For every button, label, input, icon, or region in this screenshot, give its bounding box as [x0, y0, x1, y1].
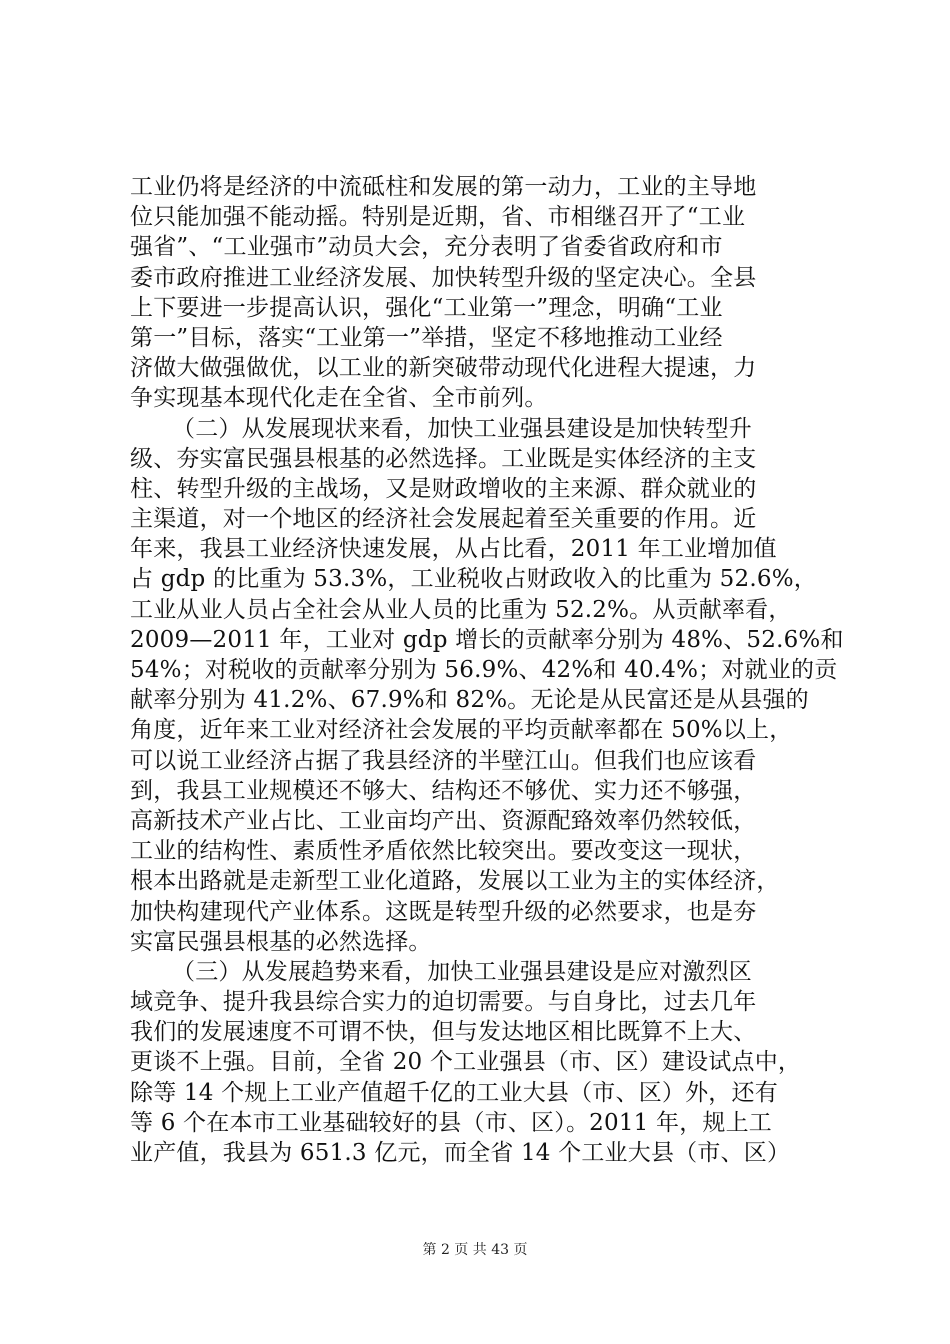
text-line: 工业仍将是经济的中流砥柱和发展的第一动力，工业的主导地: [130, 174, 757, 200]
text-line: 域竞争、提升我县综合实力的迫切需要。与自身比，过去几年: [130, 989, 757, 1016]
text-line: 位只能加强不能动摇。特别是近期，省、市相继召开了“工业: [130, 204, 746, 231]
text-line: 工业的结构性、素质性矛盾依然比较突出。要改变这一现状，: [130, 838, 757, 865]
page-footer: 第 2 页 共 43 页: [422, 1242, 528, 1258]
text-line: 级、夯实富民强县根基的必然选择。工业既是实体经济的主支: [130, 445, 757, 472]
text-line: 委市政府推进工业经济发展、加快转型升级的坚定决心。全县: [130, 264, 757, 291]
paragraph-start-line: （三）从发展趋势来看，加快工业强县建设是应对激烈区: [172, 958, 752, 985]
text-line: 高新技术产业占比、工业亩均产出、资源配臵效率仍然较低，: [130, 807, 757, 834]
paragraph-start-line: （二）从发展现状来看，加快工业强县建设是加快转型升: [172, 415, 752, 442]
text-line: 54%；对税收的贡献率分别为 56.9%、42%和 40.4%；对就业的贡: [130, 657, 838, 683]
text-line: 2009—2011 年，工业对 gdp 增长的贡献率分别为 48%、52.6%和: [130, 626, 844, 653]
text-line: 角度，近年来工业对经济社会发展的平均贡献率都在 50%以上，: [130, 717, 793, 744]
text-line: 柱、转型升级的主战场，又是财政增收的主来源、群众就业的: [130, 475, 757, 502]
text-line: 等 6 个在本市工业基础较好的县（市、区）。2011 年，规上工: [130, 1109, 772, 1136]
text-line: 我们的发展速度不可谓不快，但与发达地区相比既算不上大、: [130, 1019, 757, 1046]
text-line: 争实现基本现代化走在全省、全市前列。: [130, 385, 548, 412]
text-line: 强省”、“工业强市”动员大会，充分表明了省委省政府和市: [130, 234, 723, 261]
text-line: 主渠道，对一个地区的经济社会发展起着至关重要的作用。近: [130, 506, 757, 533]
text-line: 济做大做强做优，以工业的新突破带动现代化进程大提速，力: [130, 355, 757, 382]
text-line: 上下要进一步提高认识，强化“工业第一”理念，明确“工业: [130, 294, 723, 321]
text-line: 可以说工业经济占据了我县经济的半壁江山。但我们也应该看: [130, 747, 757, 774]
text-line: 工业从业人员占全社会从业人员的比重为 52.2%。从贡献率看，: [130, 596, 792, 623]
text-line: 加快构建现代产业体系。这既是转型升级的必然要求，也是夯: [130, 898, 757, 925]
text-line: 到，我县工业规模还不够大、结构还不够优、实力还不够强，: [130, 777, 757, 804]
text-line: 根本出路就是走新型工业化道路，发展以工业为主的实体经济，: [130, 868, 780, 895]
text-line: 除等 14 个规上工业产值超千亿的工业大县（市、区）外，还有: [130, 1079, 778, 1106]
text-line: 第一”目标，落实“工业第一”举措，坚定不移地推动工业经: [130, 324, 723, 351]
text-line: 占 gdp 的比重为 53.3%，工业税收占财政收入的比重为 52.6%，: [130, 566, 817, 593]
text-line: 年来，我县工业经济快速发展，从占比看，2011 年工业增加值: [130, 536, 777, 563]
text-line: 献率分别为 41.2%、67.9%和 82%。无论是从民富还是从县强的: [130, 687, 809, 714]
text-line: 业产值，我县为 651.3 亿元，而全省 14 个工业大县（市、区）: [130, 1140, 791, 1166]
body-text: [130, 172, 844, 1168]
text-line: 更谈不上强。目前，全省 20 个工业强县（市、区）建设试点中，: [130, 1049, 802, 1076]
text-line: 实富民强县根基的必然选择。: [130, 928, 432, 955]
